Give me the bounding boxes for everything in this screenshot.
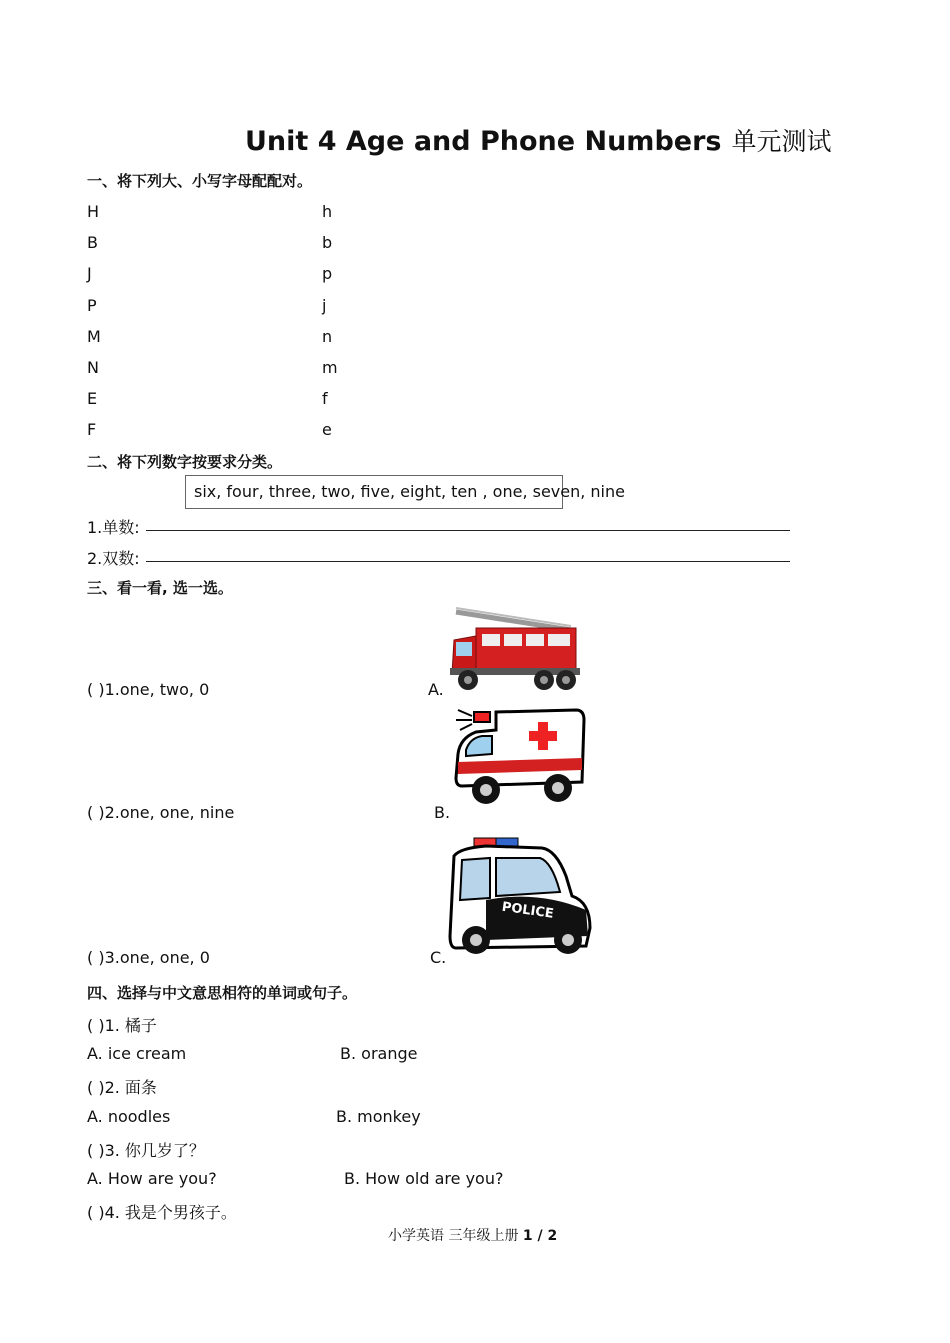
title-main: Unit 4 Age and Phone Numbers [245,126,722,157]
part4-heading: 四、选择与中文意思相符的单词或句子。 [87,984,358,1002]
question-item: ( )3. 你几岁了？ [87,1141,205,1160]
lower-letter: h [322,202,333,221]
upper-letter: J [87,264,92,283]
upper-letter: F [87,420,97,439]
option-a: A. ice cream [87,1044,187,1063]
part1-heading: 一、将下列大、小写字母配配对。 [87,172,313,190]
police-car-label: POLICE [500,899,555,922]
page-number: 1 / 2 [522,1228,558,1244]
question-item: ( )4. 我是个男孩子。 [87,1203,237,1222]
number-word-list: six, four, three, two, five, eight, ten , one, seven, nine [194,482,625,501]
lower-letter: p [322,264,333,283]
police-car-image [446,836,592,960]
page-title [245,122,831,158]
odd-numbers-answer-line[interactable] [146,530,790,531]
lower-letter: m [322,358,338,377]
upper-letter: B [87,233,98,252]
part3-heading: 三、看一看, 选一选。 [87,579,233,597]
title-cn: 单元测试 [731,127,832,156]
option-b: B. How old are you? [344,1169,504,1188]
lower-letter: b [322,233,333,252]
option-b: B. orange [340,1044,418,1063]
even-numbers-answer-line[interactable] [146,561,790,562]
fire-truck-image [446,600,596,695]
odd-numbers-label: 1.单数: [87,518,140,537]
upper-letter: H [87,202,100,221]
lower-letter: n [322,327,333,346]
upper-letter: N [87,358,99,377]
option-label: C. [430,948,447,967]
part2-heading: 二、将下列数字按要求分类。 [87,453,283,471]
even-numbers-label: 2.双数: [87,549,140,568]
upper-letter: P [87,296,97,315]
page-footer [388,1225,557,1245]
option-b: B. monkey [336,1107,421,1126]
question-item: ( )1.one, two, 0 [87,680,210,699]
footer-text: 小学英语 三年级上册 [388,1228,523,1244]
question-item: ( )2.one, one, nine [87,803,235,822]
lower-letter: e [322,420,332,439]
option-a: A. How are you? [87,1169,217,1188]
upper-letter: M [87,327,101,346]
question-item: ( )2. 面条 [87,1078,157,1097]
lower-letter: f [322,389,328,408]
lower-letter: j [322,296,327,315]
option-label: B. [434,803,451,822]
upper-letter: E [87,389,98,408]
option-label: A. [428,680,444,699]
question-item: ( )3.one, one, 0 [87,948,210,967]
ambulance-image [452,702,588,812]
option-a: A. noodles [87,1107,171,1126]
question-item: ( )1. 橘子 [87,1016,157,1035]
